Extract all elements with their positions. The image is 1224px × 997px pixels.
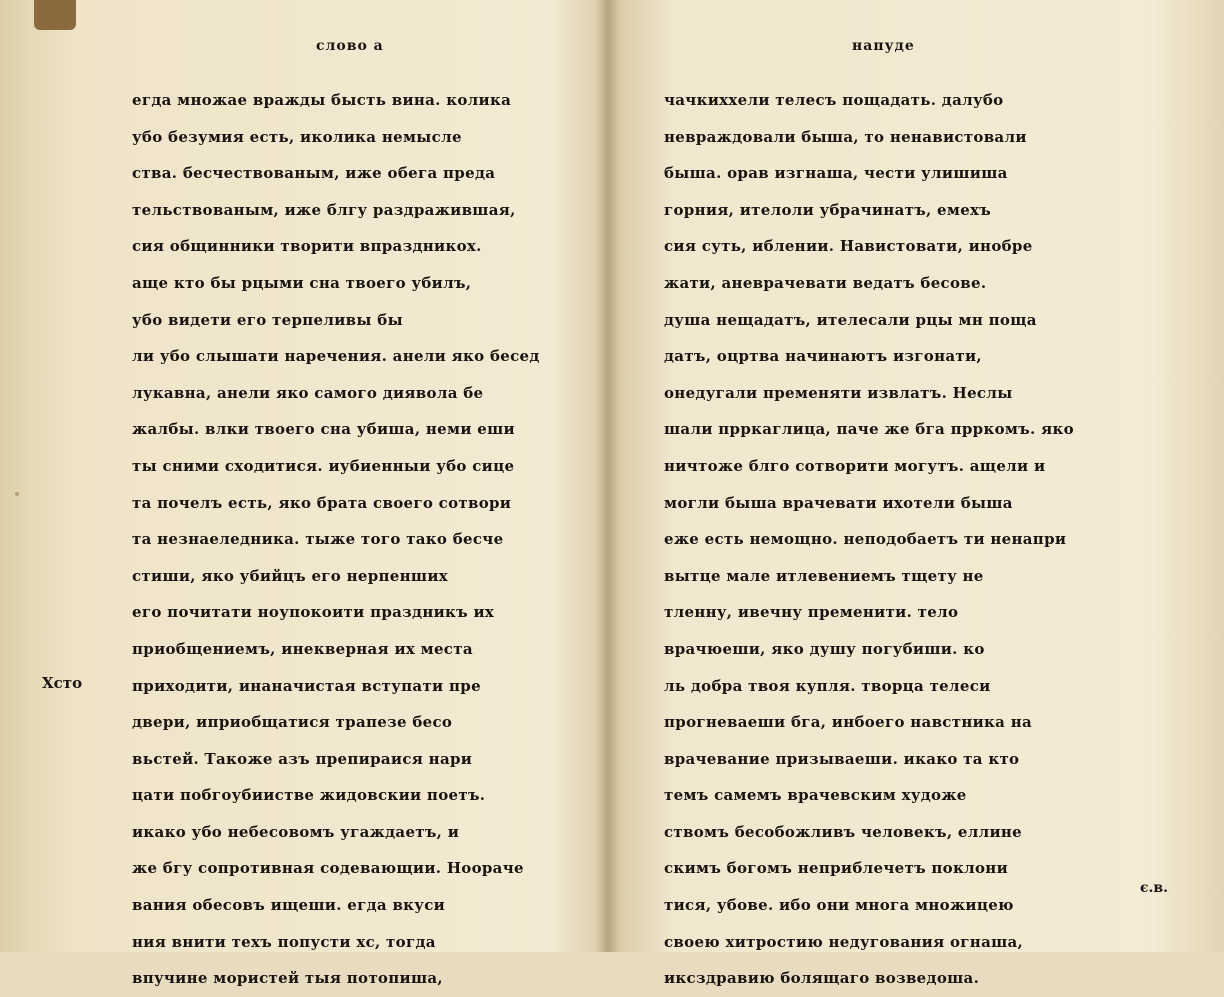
text-line: врачюеши, яко душу погубиши. ко <box>664 639 985 658</box>
text-line: датъ, оцртва начинаютъ изгонати, <box>664 347 982 366</box>
text-line: ничтоже блго сотворити могутъ. ащели и <box>664 456 1046 475</box>
text-line: стиши, яко убийцъ его нерпенших <box>132 566 449 585</box>
text-line: онедугали пременяти извлатъ. Неслы <box>664 383 1013 402</box>
text-line: сия общинники творити впраздникох. <box>132 237 482 256</box>
text-line: лукавна, анели яко самого диявола бе <box>132 383 484 402</box>
text-line: могли быша врачевати ихотели быша <box>664 493 1013 512</box>
text-line: же бгу сопротивная содевающии. Ноораче <box>132 859 524 878</box>
text-line: горния, ителоли убрачинатъ, емехъ <box>664 200 992 219</box>
text-line: впучине мористей тыя потопиша, <box>132 969 443 988</box>
text-line: своею хитростию недугования огнаша, <box>664 932 1024 951</box>
text-line: темъ самемъ врачевским художе <box>664 786 967 805</box>
text-line: жати, аневрачевати ведатъ бесове. <box>664 273 987 292</box>
bookmark-tab <box>34 0 76 30</box>
right-page-header: напуде <box>852 38 915 54</box>
book-gutter <box>596 0 620 952</box>
text-line: ль добра твоя купля. творца телеси <box>664 676 991 695</box>
text-line: еже есть немощно. неподобаетъ ти ненапри <box>664 530 1067 549</box>
text-line: скимъ богомъ неприблечетъ поклони <box>664 859 1009 878</box>
text-line: тися, убове. ибо они многа множицею <box>664 896 1014 915</box>
text-line: иксздравию болящаго возведоша. <box>664 969 980 988</box>
text-line: жалбы. влки твоего сна убиша, неми еши <box>132 420 515 439</box>
text-line: тельствованым, иже блгу раздражившая, <box>132 200 516 219</box>
text-line: ли убо слышати наречения. анели яко бесед <box>132 347 540 366</box>
text-line: икако убо небесовомъ угаждаетъ, и <box>132 822 460 841</box>
text-line: приходити, инаначистая вступати пре <box>132 676 481 695</box>
left-page-text <box>132 82 582 997</box>
margin-note: Хсто <box>42 674 83 692</box>
text-line: вытце мале итлевениемъ тщету не <box>664 566 984 585</box>
text-line: врачевание призываеши. икако та кто <box>664 749 1020 768</box>
text-line: цати побгоубиистве жидовскии поетъ. <box>132 786 486 805</box>
text-line: ства. бесчествованым, иже обега преда <box>132 164 496 183</box>
text-line: вания обесовъ ищеши. егда вкуси <box>132 896 446 915</box>
text-line: убо безумия есть, иколика немысле <box>132 127 462 146</box>
text-line: убо видети его терпеливы бы <box>132 310 403 329</box>
left-page-header: слово а <box>316 38 384 54</box>
text-line: ты сними сходитися. иубиенныи убо сице <box>132 456 515 475</box>
text-line: та незнаеледника. тыже того тако бесче <box>132 530 504 549</box>
text-line: быша. орав изгнаша, чести улишиша <box>664 164 1008 183</box>
folio-number: є.в. <box>1140 880 1168 896</box>
page-stain <box>15 492 19 496</box>
text-line: прогневаеши бга, инбоего навстника на <box>664 713 1033 732</box>
text-line: егда множае вражды бысть вина. колика <box>132 91 512 109</box>
text-line: та почелъ есть, яко брата своего сотвори <box>132 493 512 512</box>
text-line: двери, иприобщатися трапезе бесо <box>132 713 453 732</box>
right-page-text <box>664 82 1114 997</box>
text-line: ствомъ бесобожливъ человекъ, еллине <box>664 822 1023 841</box>
text-line: тленну, ивечну пременити. тело <box>664 603 959 622</box>
text-line: чачкиххели телесъ пощадать. далубо <box>664 91 1004 109</box>
text-line: аще кто бы рцыми сна твоего убилъ, <box>132 273 472 292</box>
text-line: ния внити техъ попусти хс, тогда <box>132 932 436 951</box>
text-line: вьстей. Такоже азъ препираися нари <box>132 749 473 768</box>
text-line: приобщениемъ, инекверная их места <box>132 639 473 658</box>
text-line: невраждовали быша, то ненавистовали <box>664 127 1027 146</box>
text-line: шали прркаглица, паче же бга прркомъ. яко <box>664 420 1074 439</box>
text-line: сия суть, иблении. Навистовати, инобре <box>664 237 1033 256</box>
text-line: душа нещадатъ, ителесали рцы мн поща <box>664 310 1037 329</box>
text-line: его почитати ноупокоити праздникъ их <box>132 603 495 622</box>
